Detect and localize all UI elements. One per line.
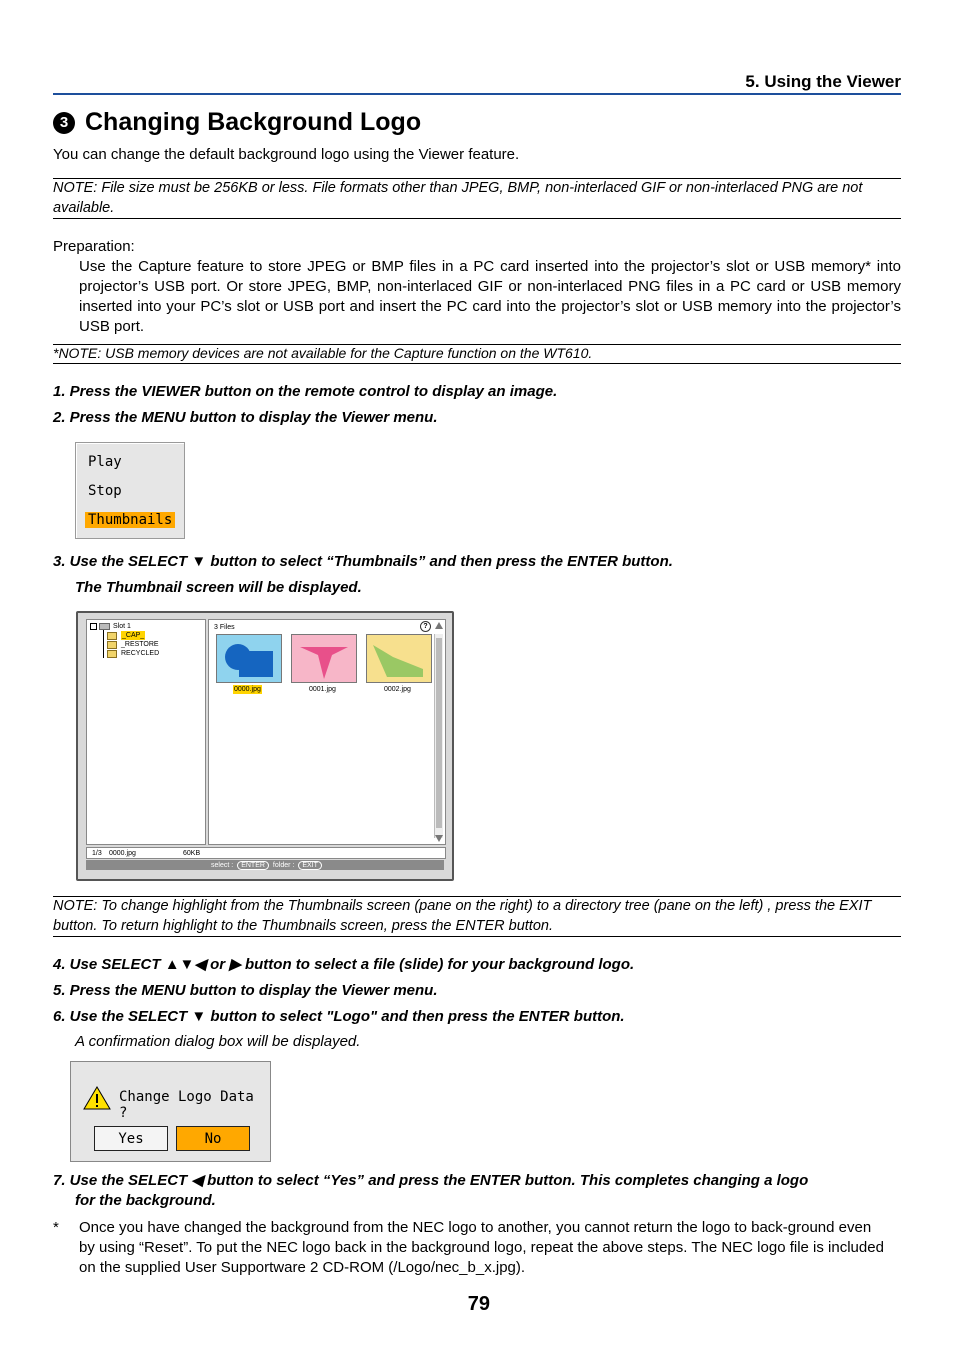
thumbnails-pane[interactable] [208,619,446,845]
tree-root-label: Slot 1 [113,623,131,630]
scroll-thumb[interactable] [436,638,442,828]
status-index: 1/3 [92,850,102,857]
folder-icon [107,641,117,649]
thumbnail-image [292,635,356,682]
dialog-message: Change Logo Data ? [119,1089,254,1121]
menu-item-stop[interactable]: Stop [88,483,122,499]
guide-folder-label: folder : [272,862,295,869]
exit-key-badge: EXIT [298,861,322,870]
step-7: 7. Use the SELECT ◀ button to select “Yes” and press the ENTER button. This completes changing a logo [53,1172,809,1189]
tree-folder-cap[interactable] [107,631,145,640]
tree-line [103,630,104,658]
thumbnail-image [367,635,431,682]
step-number-badge: 3 [53,112,75,134]
header-rule [53,93,901,95]
step-6-result: A confirmation dialog box will be displayed. [75,1033,361,1050]
yes-button[interactable]: Yes [94,1126,168,1151]
tree-folder-label: RECYCLED [121,650,160,657]
status-bar [86,847,446,859]
confirm-dialog [70,1061,271,1162]
note2-rule-bottom [53,363,901,364]
tree-folder-label: _RESTORE [121,641,159,648]
thumbnail-scrollbar[interactable] [434,634,443,838]
menu-item-thumbnails[interactable]: Thumbnails [85,512,175,528]
guide-select-label: select : [211,862,234,869]
thumbnail-label-0000: 0000.jpg [234,686,261,693]
note-usb: *NOTE: USB memory devices are not available for the Capture function on the WT610. [53,345,593,361]
section-title [53,108,421,137]
section-header: 5. Using the Viewer [745,72,901,91]
key-guide-bar [86,860,444,870]
key-guide [211,861,322,870]
help-icon[interactable]: ? [420,621,431,632]
collapse-icon[interactable] [90,623,97,630]
directory-tree-pane[interactable] [86,619,206,845]
enter-key-badge: ENTER [237,861,269,870]
footnote-text: Once you have changed the background from the NEC logo to another, you cannot return the logo to back-ground even by using “Reset”. To put the NEC logo back in the background logo, repeat the above steps. The NEC logo file is included on the supplied User Supportware 2 CD-ROM (/Logo/nec_b_x.jpg). [79,1219,884,1276]
thumbnail-0000[interactable] [216,634,282,683]
thumbnail-label-0002: 0002.jpg [384,686,411,693]
step-3-result: The Thumbnail screen will be displayed. [75,579,362,596]
page-title: Changing Background Logo [85,108,422,136]
files-count: 3 Files [214,624,235,631]
warning-icon [83,1086,111,1110]
note-highlight: NOTE: To change highlight from the Thumbnails screen (pane on the right) to a directory tree (pane on the left) , press the EXIT button. To return highlight to the Thumbnails screen, press the ENTER button. [53,898,872,934]
intro-text: You can change the default background logo using the Viewer feature. [53,146,520,163]
step-7-continued: for the background. [75,1192,216,1209]
menu-item-play[interactable]: Play [88,454,122,470]
no-button[interactable]: No [176,1126,250,1151]
footnote-mark: * [53,1219,59,1236]
thumbnail-0002[interactable] [366,634,432,683]
folder-icon [107,650,117,658]
thumbnail-screen [76,611,454,881]
thumbnail-image [217,635,281,682]
step-1: 1. Press the VIEWER button on the remote control to display an image. [53,383,558,400]
scroll-up-icon[interactable] [435,622,443,629]
tree-root[interactable] [90,622,131,631]
page-number: 79 [467,1293,490,1315]
tree-folder-restore[interactable] [107,640,159,649]
step-3: 3. Use the SELECT ▼ button to select “Thumbnails” and then press the ENTER button. [53,553,673,570]
preparation-label: Preparation: [53,238,135,255]
folder-open-icon [107,632,117,640]
step-6: 6. Use the SELECT ▼ button to select "Logo" and then press the ENTER button. [53,1008,625,1025]
tree-folder-recycled[interactable] [107,649,159,658]
note3-rule-bottom [53,936,901,937]
viewer-menu [75,442,185,539]
scroll-down-icon[interactable] [435,835,443,842]
thumbnail-0001[interactable] [291,634,357,683]
step-4: 4. Use SELECT ▲▼◀ or ▶ button to select a file (slide) for your background logo. [53,956,635,973]
card-slot-icon [99,623,110,630]
status-size: 60KB [183,850,201,857]
thumbnail-label-0001: 0001.jpg [309,686,336,693]
tree-folder-label: _CAP_ [122,632,145,639]
note-file-size: NOTE: File size must be 256KB or less. File formats other than JPEG, BMP, non-interlaced GIF or non-interlaced PNG are not available. [53,180,863,216]
status-file: 0000.jpg [109,850,136,857]
step-5: 5. Press the MENU button to display the Viewer menu. [53,982,438,999]
preparation-text: Use the Capture feature to store JPEG or BMP files in a PC card inserted into the projector’s slot or USB memory* into projector’s USB port. Or store JPEG, BMP, non-interlaced GIF or non-interlaced PNG files in a PC card or USB memory inserted into your PC’s slot or USB port and insert the PC card into the projector’s slot or USB memory into the projector’s USB port. [79,258,901,335]
step-2: 2. Press the MENU button to display the Viewer menu. [53,409,438,426]
note-rule-bottom [53,218,901,219]
